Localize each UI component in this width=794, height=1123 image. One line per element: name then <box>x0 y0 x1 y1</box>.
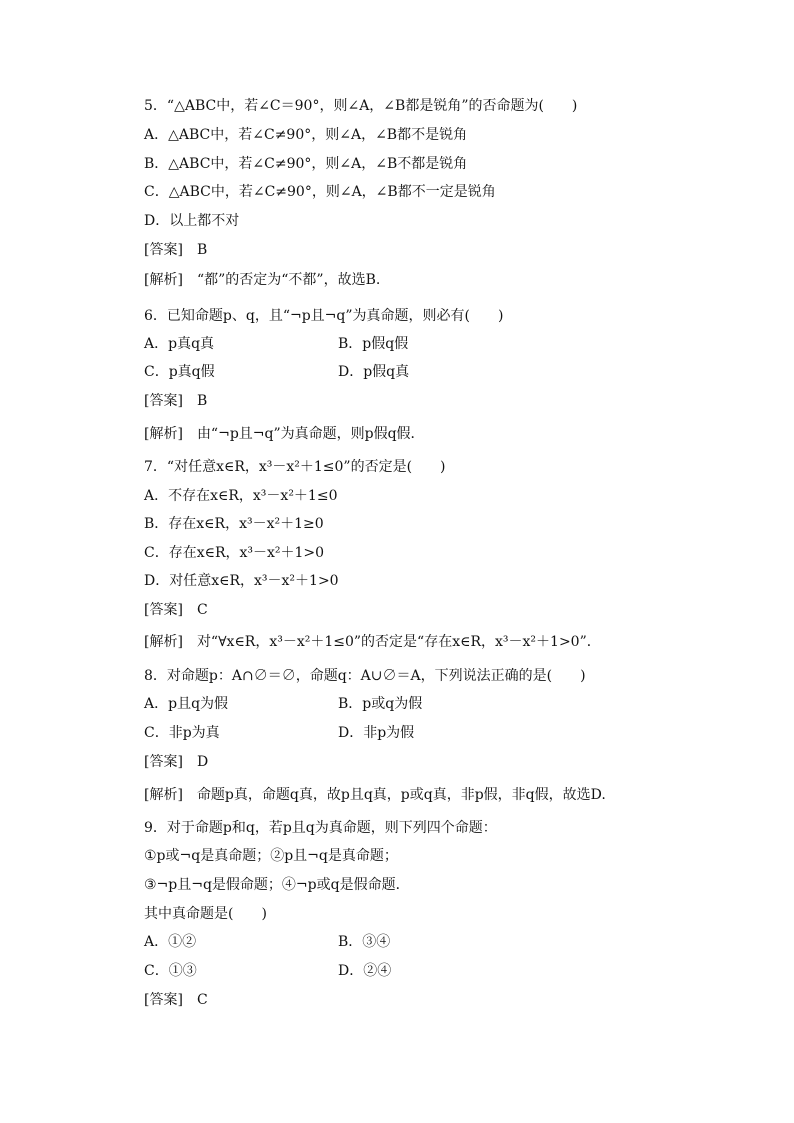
q9-option-d: D．②④ <box>338 963 392 979</box>
q5-answer: [答案] B <box>144 242 208 258</box>
q6-stem: 6．已知命题p、q，且“¬p且¬q”为真命题，则必有( ) <box>144 308 504 324</box>
q9-answer: [答案] C <box>144 992 208 1008</box>
q5-option-c: C．△ABC中，若∠C≠90°，则∠A，∠B都不一定是锐角 <box>144 184 496 200</box>
analysis-label: [解析] <box>144 787 183 803</box>
q5-option-b: B．△ABC中，若∠C≠90°，则∠A，∠B不都是锐角 <box>144 156 468 172</box>
answer-label: [答案] <box>144 602 183 618</box>
q8-answer: [答案] D <box>144 754 209 770</box>
q9-option-a: A．①② <box>144 934 197 950</box>
answer-label: [答案] <box>144 393 183 409</box>
answer-label: [答案] <box>144 992 183 1008</box>
answer-label: [答案] <box>144 754 183 770</box>
analysis-label: [解析] <box>144 272 183 288</box>
q6-analysis: [解析] 由“¬p且¬q”为真命题，则p假q假． <box>144 426 425 442</box>
q6-option-d: D．p假q真 <box>338 364 410 380</box>
q9-stem: 9．对于命题p和q，若p且q为真命题，则下列四个命题： <box>144 820 497 836</box>
q9-option-c: C．①③ <box>144 963 197 979</box>
q9-option-b: B．③④ <box>338 934 391 950</box>
q9-line-2: ①p或¬q是真命题；②p且¬q是真命题； <box>144 848 398 864</box>
answer-label: [答案] <box>144 242 183 258</box>
q6-option-b: B．p假q假 <box>338 336 409 352</box>
q8-stem: 8．对命题p：A∩∅＝∅，命题q：A∪∅＝A，下列说法正确的是( ) <box>144 668 586 684</box>
q5-analysis: [解析] “都”的否定为“不都”，故选B. <box>144 272 381 288</box>
analysis-label: [解析] <box>144 426 183 442</box>
q9-line-4: 其中真命题是( ) <box>144 906 267 922</box>
q7-option-c: C．存在x∈R，x³－x²＋1>0 <box>144 545 325 561</box>
q9-line-3: ③¬p且¬q是假命题；④¬p或q是假命题． <box>144 877 410 893</box>
q5-option-d: D．以上都不对 <box>144 213 240 229</box>
q7-option-b: B．存在x∈R，x³－x²＋1≥0 <box>144 516 324 532</box>
q8-analysis: [解析] 命题p真，命题q真，故p且q真，p或q真，非p假，非q假，故选D. <box>144 787 606 803</box>
q8-option-a: A．p且q为假 <box>144 696 229 712</box>
q8-option-d: D．非p为假 <box>338 725 415 741</box>
q7-option-a: A．不存在x∈R，x³－x²＋1≤0 <box>144 488 338 504</box>
q8-option-c: C．非p为真 <box>144 725 220 741</box>
q7-stem: 7．“对任意x∈R，x³－x²＋1≤0”的否定是( ) <box>144 459 446 475</box>
q7-answer: [答案] C <box>144 602 208 618</box>
analysis-label: [解析] <box>144 634 183 650</box>
q7-option-d: D．对任意x∈R，x³－x²＋1>0 <box>144 573 339 589</box>
q5-stem: 5．“△ABC中，若∠C＝90°，则∠A，∠B都是锐角”的否命题为( ) <box>144 98 578 114</box>
q5-option-a: A．△ABC中，若∠C≠90°，则∠A，∠B都不是锐角 <box>144 127 468 143</box>
q7-analysis: [解析] 对“∀x∈R，x³－x²＋1≤0”的否定是“存在x∈R，x³－x²＋1>0”． <box>144 634 601 650</box>
q8-option-b: B．p或q为假 <box>338 696 423 712</box>
q6-answer: [答案] B <box>144 393 208 409</box>
q6-option-a: A．p真q真 <box>144 336 215 352</box>
q6-option-c: C．p真q假 <box>144 364 215 380</box>
